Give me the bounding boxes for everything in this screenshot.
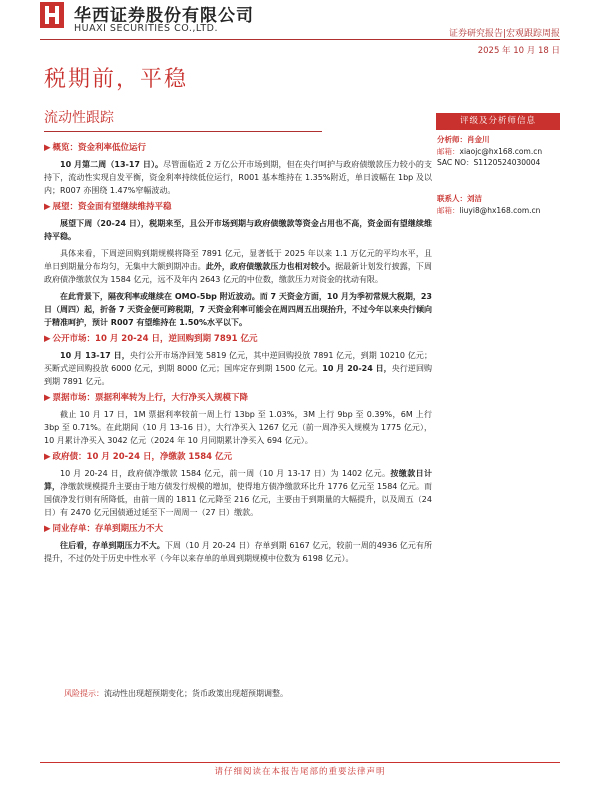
paragraph-ncd: 往后看，存单到期压力不大。下周（10 月 20-24 日）存单到期 6167 亿元，较前一周的4936 亿元有所提升，不过仍处于历史中性水平（今年以来存单的单周到期规模中位数为 6198 亿元）。 [44,541,432,563]
analyst-info-header: 评级及分析师信息 [436,113,560,130]
triangle-bullet-icon: ▶ [44,452,51,462]
header-divider [40,39,560,40]
heading-bills-market: ▶ 票据市场：票据利率转为上行，大行净买入规模下降 [44,393,249,403]
contact-email-label: 邮箱： [437,205,460,215]
company-name-cn: 华西证券股份有限公司 [74,6,254,26]
triangle-bullet-icon: ▶ [44,334,51,344]
analyst-email[interactable]: xiaojc@hx168.com.cn [459,146,543,156]
section-title: 流动性跟踪 [44,110,114,126]
contact-email[interactable]: liuyi8@hx168.com.cn [459,205,541,215]
paragraph-outlook-summary: 展望下周（20-24 日），税期来至，且公开市场到期与政府债缴款等资金占用也不高，资金面有望继续维持平稳。 [44,219,432,241]
legal-notice-footer[interactable]: 请仔细阅读在本报告尾部的重要法律声明 [214,767,386,777]
heading-outlook: ▶ 展望：资金面有望继续维持平稳 [44,202,172,212]
section-divider [44,131,322,132]
triangle-bullet-icon: ▶ [44,524,51,534]
sac-number: SAC NO：S1120524030004 [437,158,541,167]
report-date: 2025 年 10 月 18 日 [477,46,560,56]
paragraph-government-bonds: 10 月 20-24 日，政府债净缴款 1584 亿元，前一周（10 月 13-17 日）为 1402 亿元。按缴款日计算，净缴款规模提升主要由于地方债发行规模的增加，使得地方债净缴款环比升 1776 亿元至 1584 亿元。而国债净发行则有所降低，由前一周的 1811 亿元降至 216 亿元，主要由于到期量的大幅提升，以及周五（24 日）有 2470 亿元国债通过延至下一周周一（27 日）缴款。 [44,469,433,517]
footer-divider [40,762,560,763]
triangle-bullet-icon: ▶ [44,143,51,153]
heading-ncd: ▶ 同业存单：存单到期压力不大 [44,524,164,534]
analyst-email-label: 邮箱： [437,146,460,156]
heading-government-bonds: ▶ 政府债：10 月 20-24 日，净缴款 1584 亿元 [44,452,233,462]
contact-info [437,193,540,216]
triangle-bullet-icon: ▶ [44,202,51,212]
analyst-name: 肖金川 [467,135,490,144]
triangle-bullet-icon: ▶ [44,393,51,403]
huaxi-logo-icon [40,2,64,28]
risk-warning [64,688,288,699]
heading-overview: ▶ 概览：资金利率低位运行 [44,143,147,153]
contact-label: 联系人： [437,194,467,203]
paragraph-bills-market: 截止 10 月 17 日，1M 票据利率较前一周上行 13bp 至 1.03%，3M 上行 9bp 至 0.39%，6M 上行 3bp 至 0.71%。在此期间（10 月 13-16 日），大行净买入 1267 亿元（前一周净买入规模为 1775 亿元），10 月累计净买入 3042 亿元（2024 年 10 月同期累计净买入 694 亿元）。 [44,410,432,445]
analyst-info [437,134,542,169]
risk-text: 流动性出现超预期变化；货币政策出现超预期调整。 [104,689,288,698]
risk-label: 风险提示： [64,689,104,698]
report-type: 证券研究报告|宏观跟踪周报 [448,29,560,39]
paragraph-open-market: 10 月 13-17 日，央行公开市场净回笼 5819 亿元，其中逆回购投放 7891 亿元，到期 10210 亿元；买断式逆回购投放 6000 亿元，到期 8000 亿元；国库定存到期 1500 亿元。10 月 20-24 日，央行逆回购到期 7891 亿元。 [44,351,433,386]
contact-name: 刘洁 [467,194,482,203]
report-body [44,140,432,569]
paragraph-outlook-rates: 在此背景下，隔夜利率或继续在 OMO-5bp 附近波动。而 7 天资金方面，10 月为季初常规大税期，23 日（周四）起，折备 7 天资金便可跨税期，7 天资金利率可能会在周四周五出现抬升，不过今年以来央行倾向于精准呵护，预计 R007 有望维持在 1.50%水平以下。 [44,292,432,327]
company-name-en: HUAXI SECURITIES CO.,LTD. [74,23,218,34]
heading-open-market: ▶ 公开市场：10 月 20-24 日，逆回购到期 7891 亿元 [44,334,258,344]
analyst-label: 分析师： [437,135,467,144]
report-title: 税期前，平稳 [44,67,189,92]
paragraph-overview: 10 月第二周（13-17 日）。尽管面临近 2 万亿公开市场到期，但在央行呵护与政府债缴款压力较小的支持下，流动性实现自发平衡，资金利率持续低位运行，R001 基本维持在 1.35%附近，单日波幅在 1bp 及以内；R007 亦围绕 1.47%窄幅波动。 [44,160,432,195]
paragraph-outlook-detail: 具体来看，下周逆回购到期规模将降至 7891 亿元，显著低于 2025 年以来 1.1 万亿元的平均水平，且单日到期量分布均匀，无集中大额到期冲击。此外，政府债缴款压力也相对较小。据最新计划发行披露，下周政府债净缴款仅为 1584 亿元，远不及年内 2643 亿元的中位数，缴款压力对资金的扰动有限。 [44,249,433,284]
